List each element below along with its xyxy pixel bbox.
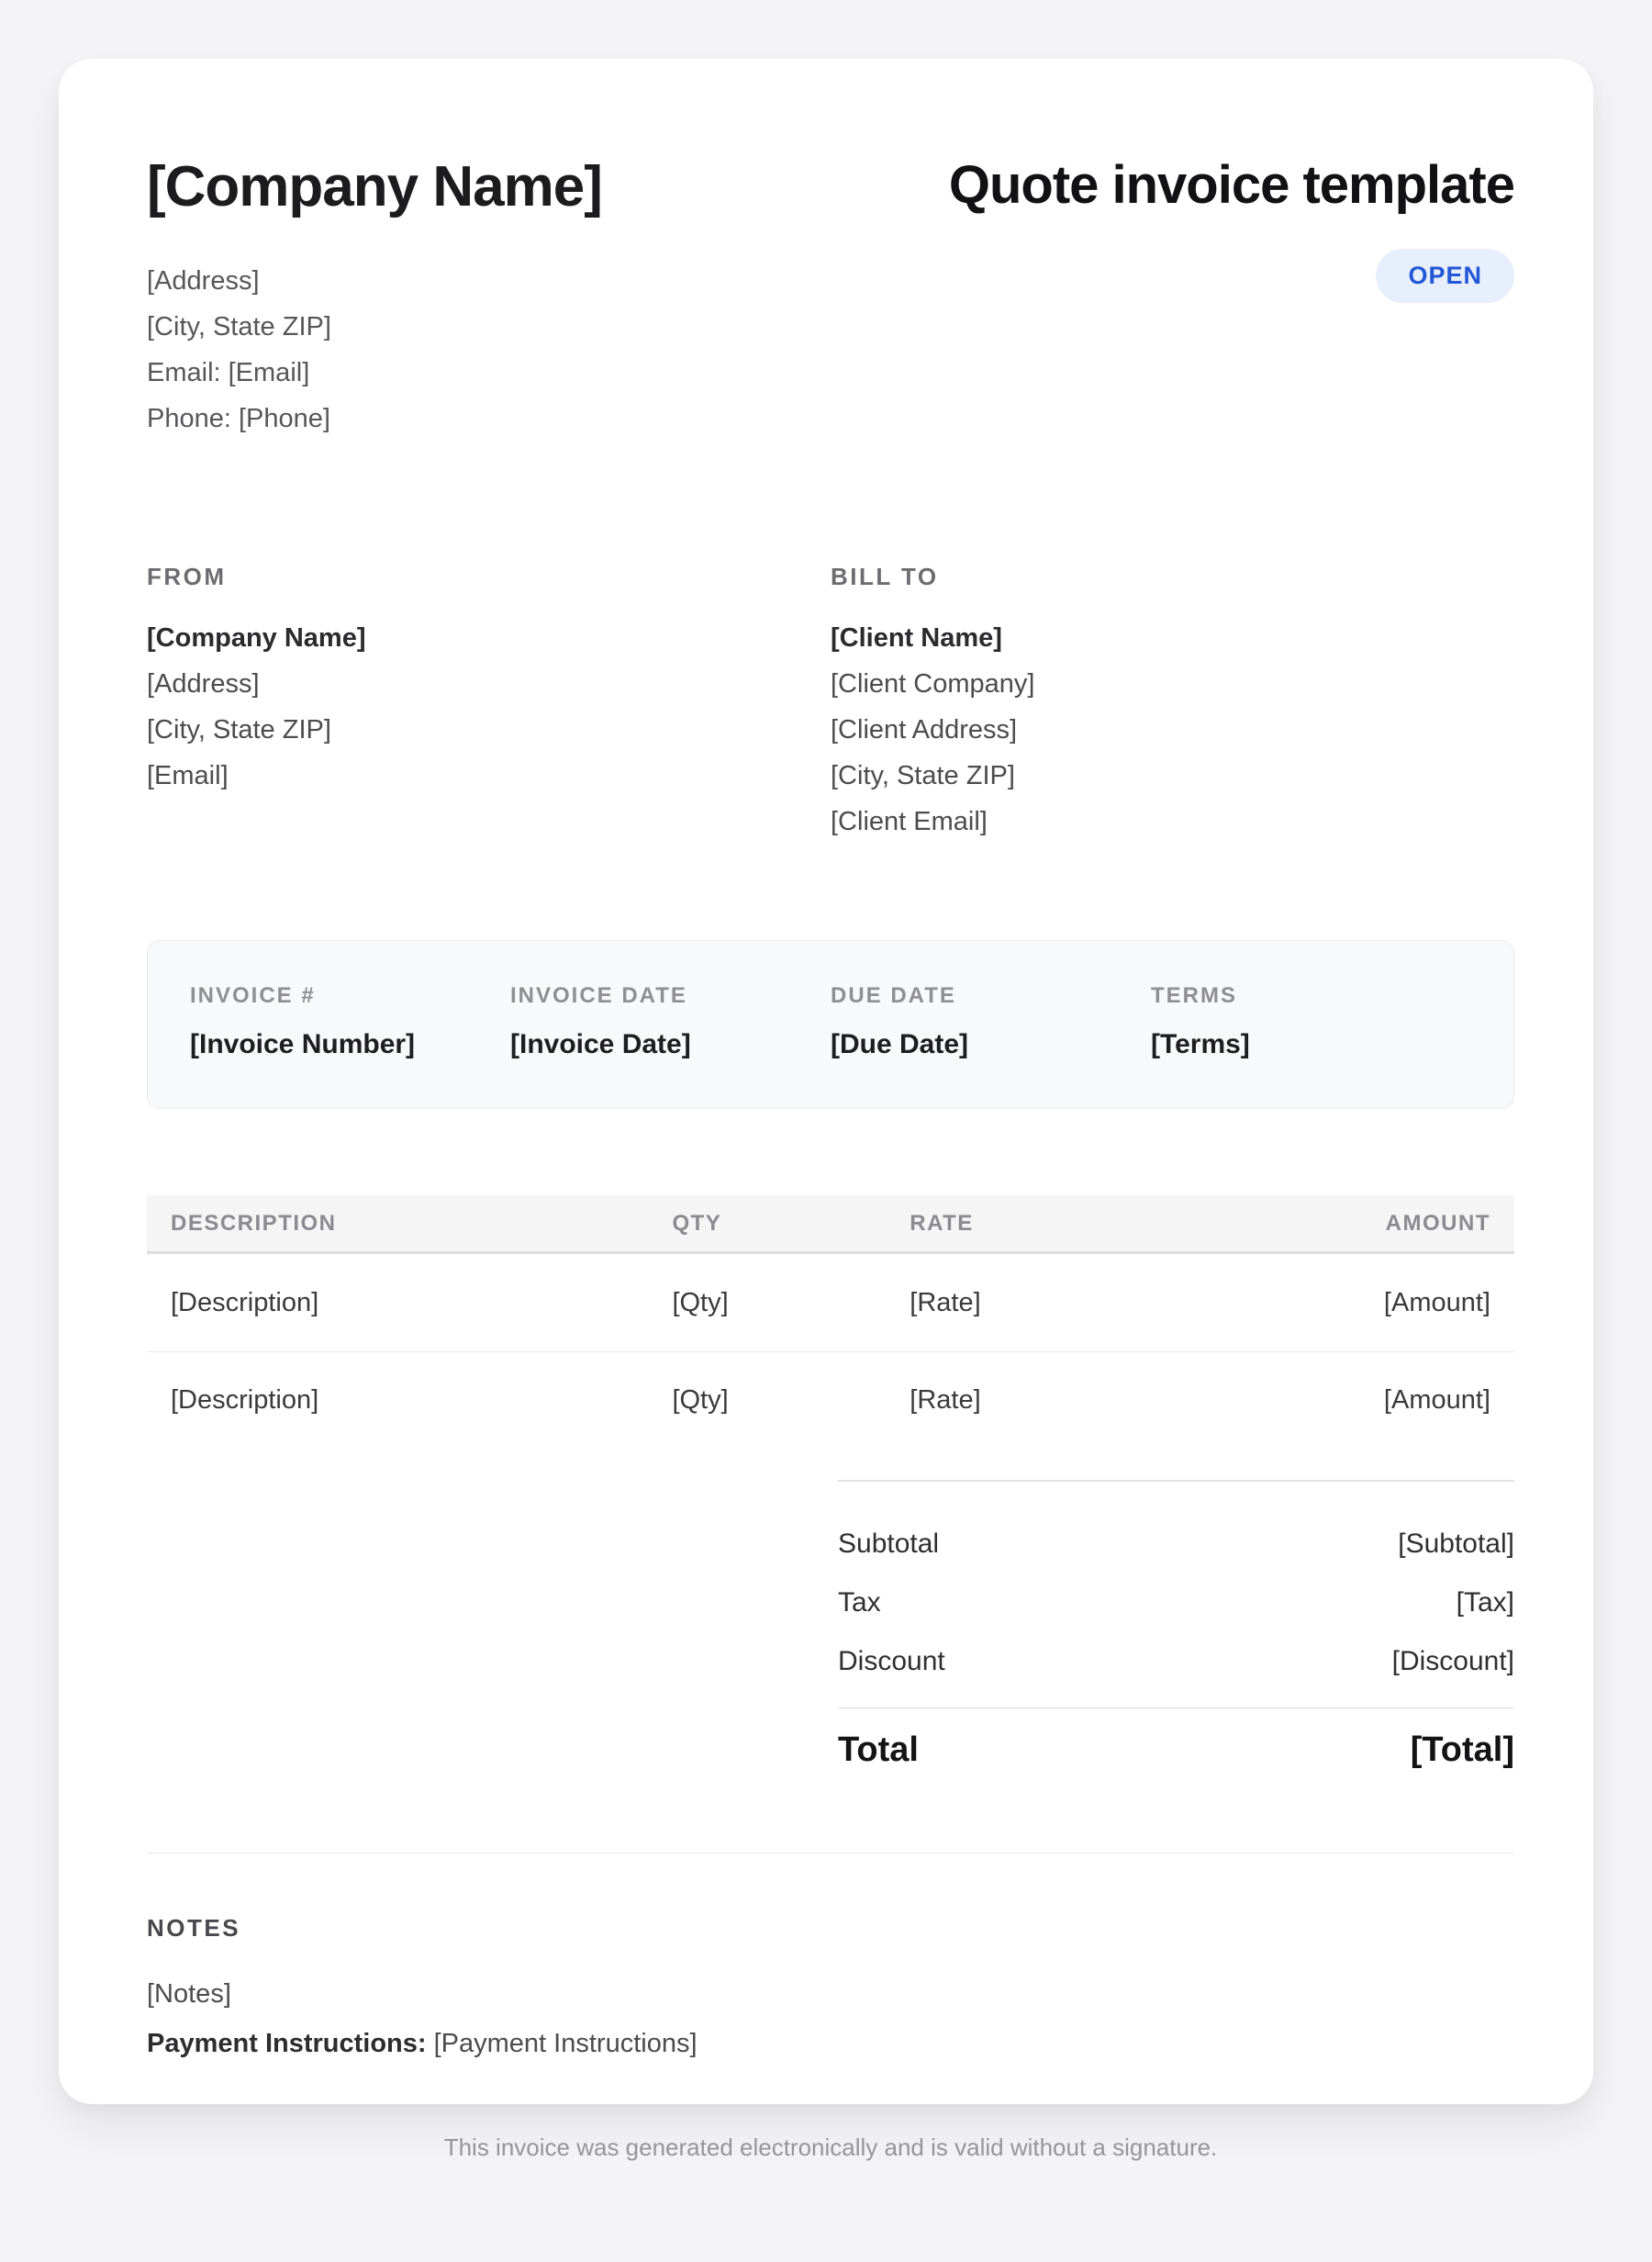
from-label: FROM (147, 563, 227, 590)
client-address: [Client Address] (831, 715, 1018, 745)
invoice-date-value: [Invoice Date] (510, 1029, 691, 1059)
total-value: [Total] (1410, 1730, 1514, 1769)
company-contact (147, 258, 602, 442)
footer-disclaimer: This invoice was generated electronically and is valid without a signature. (443, 2133, 1218, 2161)
notes-label: NOTES (147, 1914, 241, 1942)
table-row (147, 1351, 1514, 1449)
total-row (838, 1708, 1514, 1770)
company-block (147, 154, 602, 442)
bill-to-block (831, 563, 1514, 845)
tax-value: [Tax] (1456, 1587, 1514, 1618)
tax-row (838, 1573, 1514, 1632)
client-company: [Client Company] (831, 669, 1035, 699)
row-qty: [Qty] (672, 1287, 729, 1317)
notes-section (147, 1914, 1514, 2066)
subtotal-value: [Subtotal] (1398, 1529, 1514, 1559)
page-title: Quote invoice template (948, 155, 1514, 215)
terms-label: TERMS (1151, 983, 1237, 1008)
invoice-date-label: INVOICE DATE (510, 983, 687, 1008)
discount-row (838, 1632, 1514, 1691)
status-badge: OPEN (1376, 249, 1514, 303)
due-date-label: DUE DATE (831, 983, 956, 1008)
payment-instructions-line (147, 2021, 1514, 2066)
meta-due-date (831, 983, 1151, 1060)
client-city: [City, State ZIP] (831, 761, 1015, 790)
col-amount-header: AMOUNT (1385, 1210, 1490, 1236)
row-qty: [Qty] (672, 1385, 729, 1415)
col-rate-header: RATE (910, 1210, 974, 1236)
company-email-line: Email: [Email] (147, 358, 310, 387)
client-name: [Client Name] (831, 623, 1002, 653)
meta-invoice-date (510, 983, 831, 1060)
company-phone-line: Phone: [Phone] (147, 404, 330, 433)
subtotal-label: Subtotal (838, 1529, 940, 1559)
row-rate: [Rate] (910, 1287, 981, 1317)
row-description: [Description] (171, 1287, 319, 1317)
from-email: [Email] (147, 761, 229, 790)
from-city: [City, State ZIP] (147, 715, 331, 745)
invoice-card (59, 59, 1593, 2161)
title-block (949, 154, 1514, 303)
table-row (147, 1254, 1514, 1351)
company-address-line: [Address] (147, 266, 260, 296)
row-description: [Description] (171, 1385, 319, 1415)
items-table (147, 1195, 1514, 1449)
items-table-header (147, 1195, 1514, 1254)
from-address: [Address] (147, 669, 260, 699)
discount-value: [Discount] (1391, 1646, 1514, 1676)
payment-instructions-value: [Payment Instructions] (426, 2029, 698, 2058)
total-label: Total (838, 1730, 919, 1769)
payment-instructions-label: Payment Instructions: (147, 2029, 427, 2058)
row-amount: [Amount] (1383, 1287, 1490, 1317)
tax-label: Tax (838, 1587, 881, 1618)
company-name: [Company Name] (147, 155, 602, 218)
from-name: [Company Name] (147, 623, 366, 653)
subtotal-row (838, 1515, 1514, 1573)
invoice-header (147, 154, 1514, 442)
discount-label: Discount (838, 1646, 945, 1676)
bill-to-label: BILL TO (831, 563, 939, 590)
due-date-value: [Due Date] (831, 1029, 969, 1059)
meta-invoice-number (190, 983, 510, 1060)
parties-section (147, 563, 1514, 845)
invoice-number-value: [Invoice Number] (190, 1029, 416, 1059)
col-qty-header: QTY (672, 1210, 722, 1236)
notes-body: [Notes] (147, 1979, 231, 2009)
row-rate: [Rate] (910, 1385, 981, 1415)
terms-value: [Terms] (1151, 1029, 1250, 1059)
invoice-number-label: INVOICE # (190, 983, 316, 1008)
totals-section (838, 1480, 1514, 1770)
meta-terms (1151, 983, 1471, 1060)
row-amount: [Amount] (1383, 1385, 1490, 1415)
company-city-line: [City, State ZIP] (147, 312, 331, 342)
from-block (147, 563, 831, 845)
col-description-header: DESCRIPTION (171, 1210, 337, 1236)
invoice-meta-box (147, 940, 1514, 1109)
client-email: [Client Email] (831, 807, 988, 836)
